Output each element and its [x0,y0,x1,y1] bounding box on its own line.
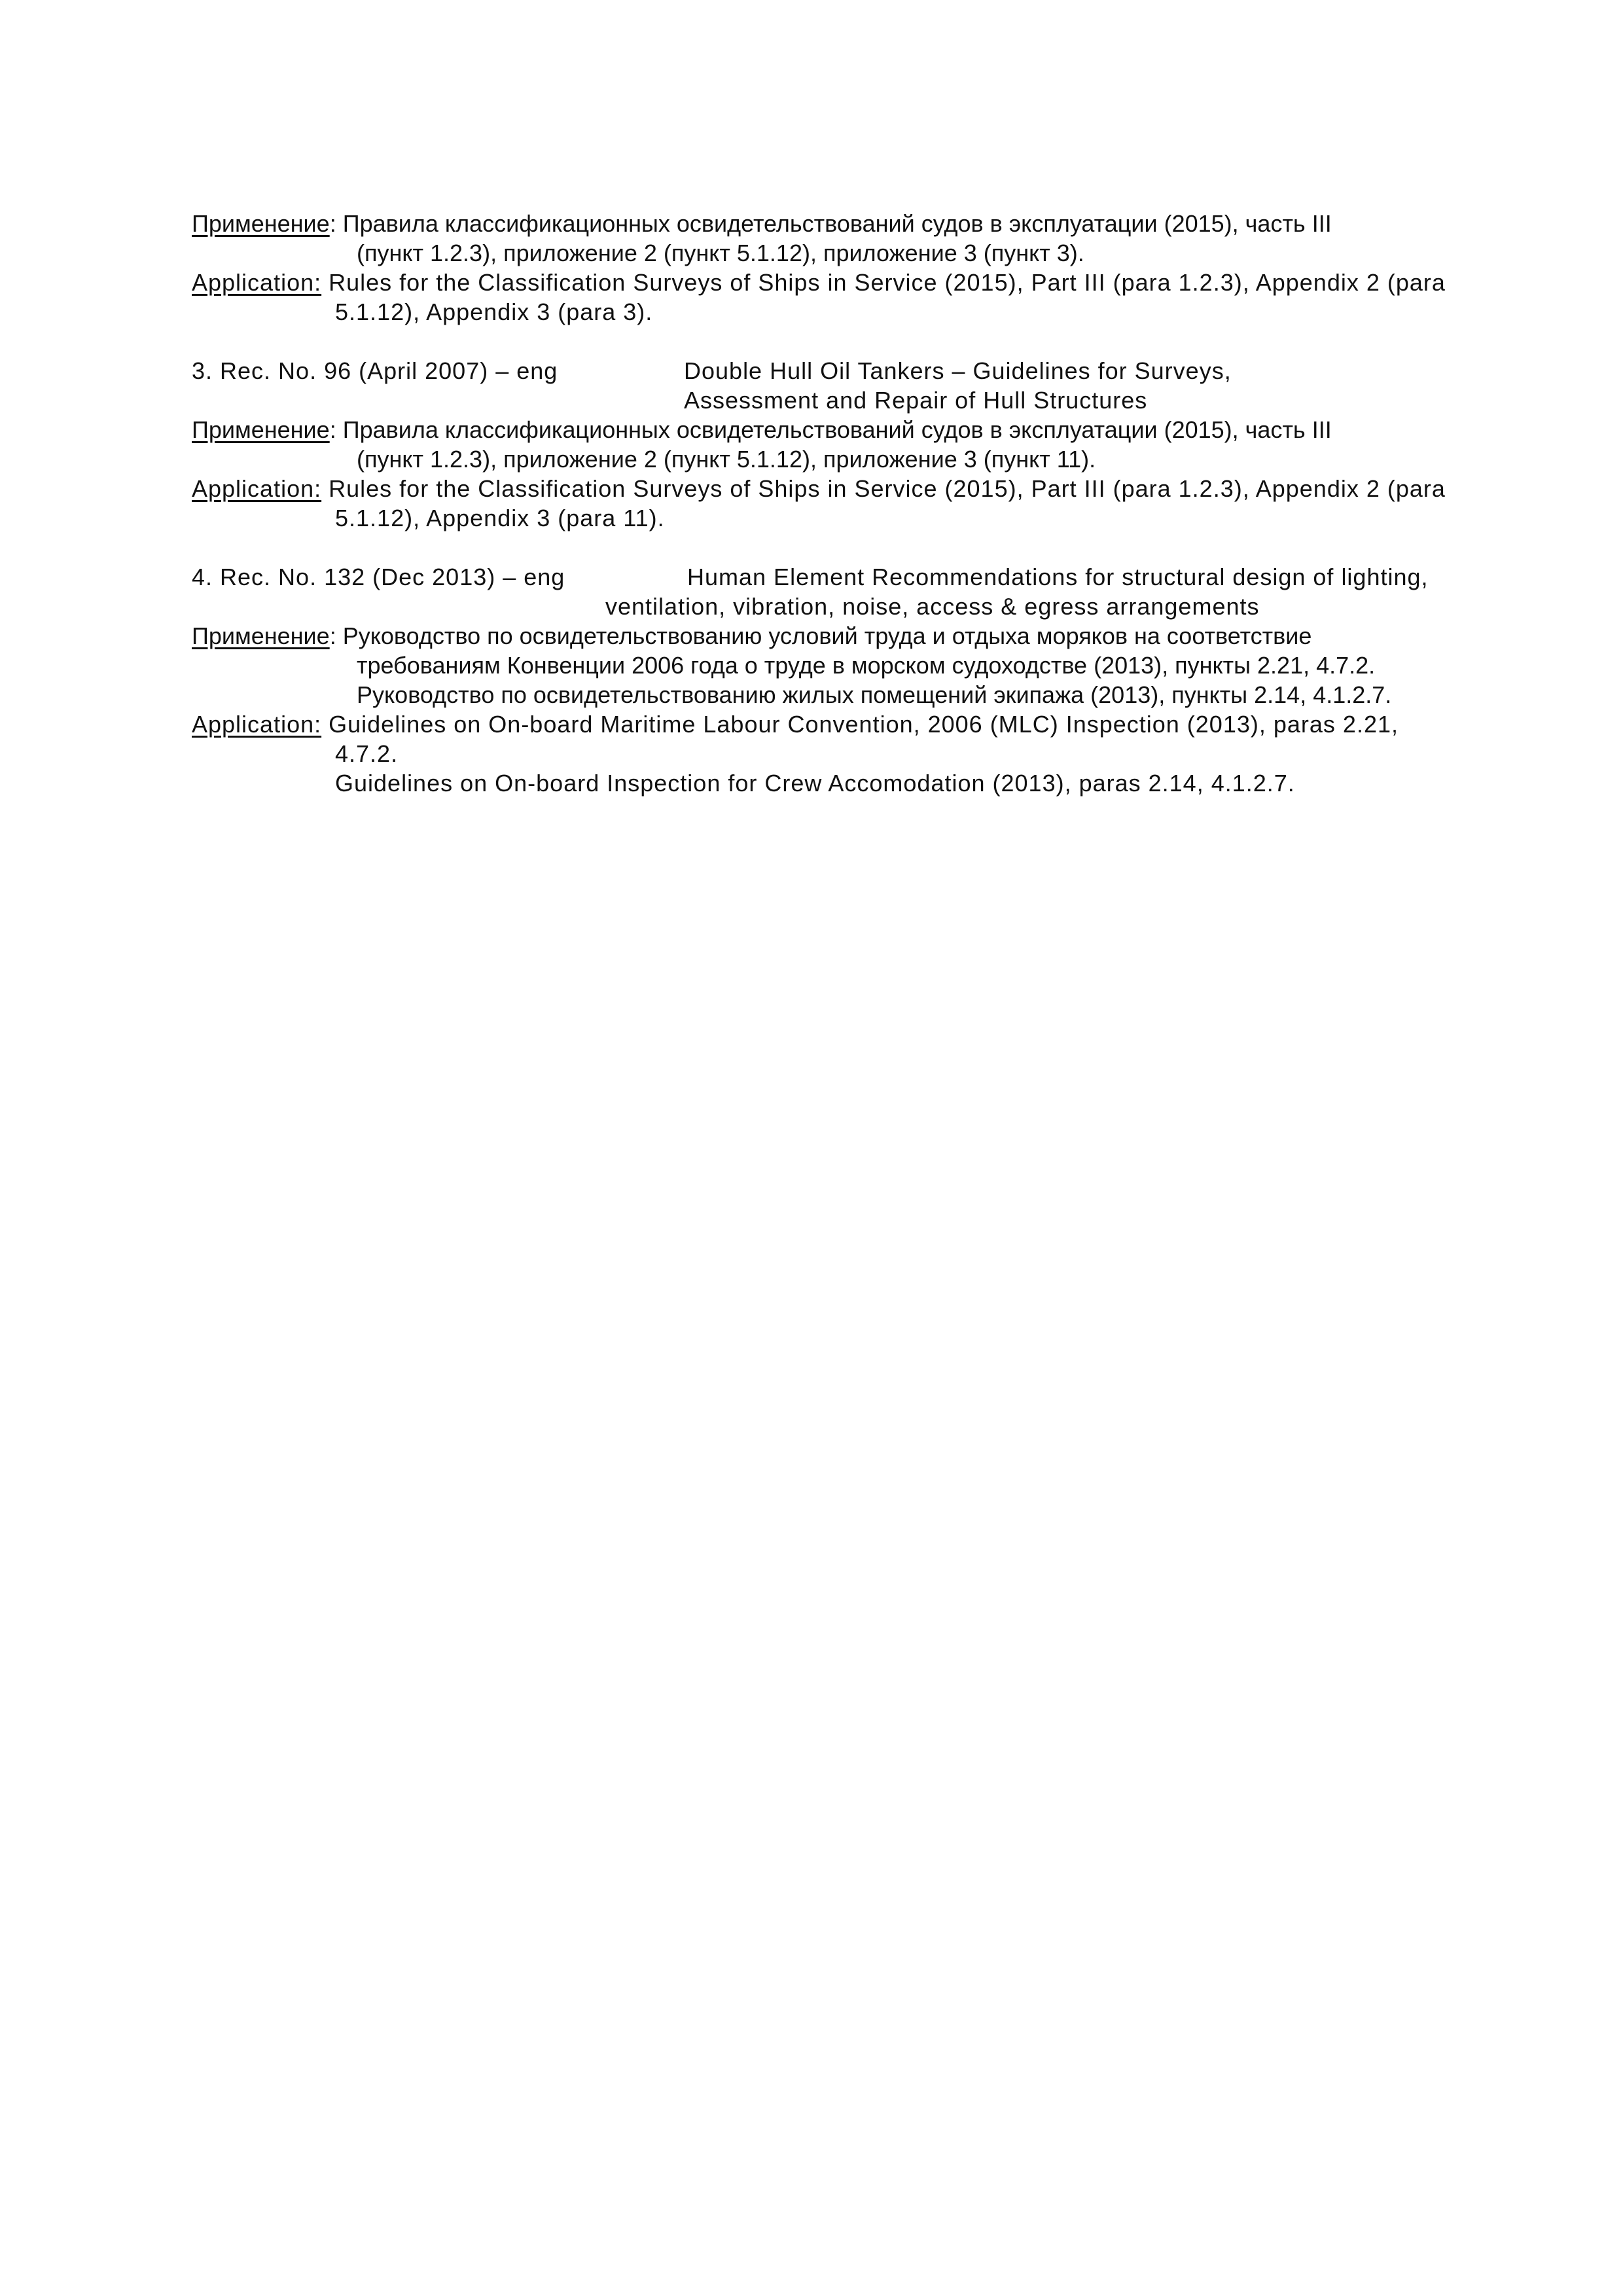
item-3-title: Double Hull Oil Tankers – Guidelines for Surveys, [684,357,1232,384]
item-3-application-en-text: Rules for the Classification Surveys of Ships in Service (2015), Part III (para 1.2.3), Appendix 2 (para [329,475,1446,502]
item-4-application-en-continuation: 4.7.2. [335,740,399,767]
application-ru-label: Применение [192,210,330,237]
item-3-application-ru-label: Применение [192,416,330,443]
item-4-application-en-label: Application: [192,711,322,738]
item-3-application-ru-text: Правила классификационных освидетельствований судов в эксплуатации (2015), часть III [342,416,1332,443]
application-en-continuation: 5.1.12), Appendix 3 (para 3). [335,298,653,325]
item-4-title: Human Element Recommendations for structural design of lighting, [687,564,1429,590]
item-3-reference: 3. Rec. No. 96 (April 2007) – eng [192,357,558,384]
application-en-label: Application: [192,269,322,296]
item-3-title-continuation: Assessment and Repair of Hull Structures [684,387,1148,414]
item-4-title-continuation: ventilation, vibration, noise, access & egress arrangements [605,593,1260,620]
item-3-application-en-line [192,475,1446,503]
application-ru-text: Правила классификационных освидетельствований судов в эксплуатации (2015), часть III [342,210,1332,237]
item-4-application-en-second-guideline: Guidelines on On-board Inspection for Crew Accomodation (2013), paras 2.14, 4.1.2.7. [335,770,1295,797]
application-ru-line [192,209,1332,238]
item-3-application-en-label: Application: [192,475,322,502]
application-en-text: Rules for the Classification Surveys of Ships in Service (2015), Part III (para 1.2.3), Appendix 2 (para [329,269,1446,296]
item-3-application-ru-colon: : [329,416,336,443]
item-4-application-ru-colon: : [329,622,336,649]
item-3-application-ru-continuation: (пункт 1.2.3), приложение 2 (пункт 5.1.12), приложение 3 (пункт 11). [357,446,1096,473]
application-en-line [192,268,1446,297]
item-4-reference: 4. Rec. No. 132 (Dec 2013) – eng [192,564,565,590]
item-4-application-ru-second-guideline: Руководство по освидетельствованию жилых помещений экипажа (2013), пункты 2.14, 4.1.2.7. [357,681,1392,708]
item-3-application-ru-line [192,416,1332,444]
item-4-application-ru-label: Применение [192,622,330,649]
application-ru-continuation: (пункт 1.2.3), приложение 2 (пункт 5.1.12), приложение 3 (пункт 3). [357,240,1084,266]
item-4-application-ru-continuation: требованиям Конвенции 2006 года о труде в морском судоходстве (2013), пункты 2.21, 4.7.2. [357,652,1376,679]
item-4-application-en-line [192,710,1399,739]
application-ru-colon: : [329,210,336,237]
item-3-application-en-continuation: 5.1.12), Appendix 3 (para 11). [335,505,665,531]
item-4-application-ru-text: Руководство по освидетельствованию условий труда и отдыха моряков на соответствие [342,622,1312,649]
item-4-application-en-text: Guidelines on On-board Maritime Labour Convention, 2006 (MLC) Inspection (2013), paras 2.21, [329,711,1399,738]
item-4-application-ru-line [192,622,1311,651]
